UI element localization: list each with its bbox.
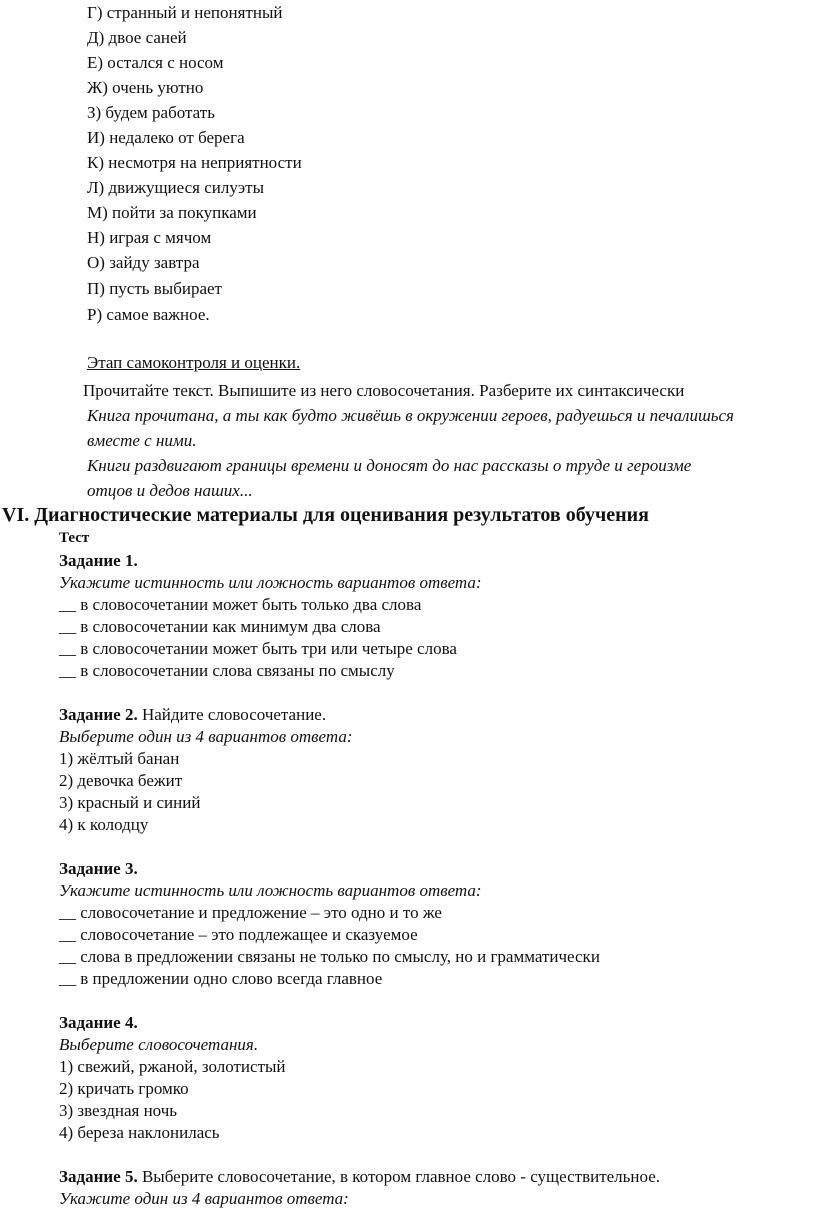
task-title: Задание 2. <box>59 705 138 724</box>
task-option: __ в словосочетании как минимум два слова <box>59 617 381 636</box>
self-control-title: Этап самоконтроля и оценки. <box>87 353 301 372</box>
list-item: Л) движущиеся силуэты <box>87 178 265 197</box>
task-option: 4) к колодцу <box>59 815 149 834</box>
list-item: К) несмотря на неприятности <box>87 153 302 172</box>
task-option: 1) жёлтый банан <box>59 749 180 768</box>
task-instruction: Укажите один из 4 вариантов ответа: <box>59 1189 349 1208</box>
list-item: Ж) очень уютно <box>87 78 204 97</box>
list-item: П) пусть выбирает <box>87 279 222 298</box>
task-option: __ в словосочетании слова связаны по смыслу <box>59 661 395 680</box>
task-option: 2) девочка бежит <box>59 771 183 790</box>
quote-line: Книга прочитана, а ты как будто живёшь в окружении героев, радуешься и печалишься <box>87 406 734 425</box>
task-instruction: Укажите истинность или ложность вариантов ответа: <box>59 573 482 592</box>
task-option: 2) кричать громко <box>59 1079 189 1098</box>
task-instruction: Выберите один из 4 вариантов ответа: <box>59 727 353 746</box>
test-label: Тест <box>59 530 90 546</box>
list-item: З) будем работать <box>87 103 215 122</box>
task-instruction: Выберите словосочетания. <box>59 1035 259 1054</box>
list-item: О) зайду завтра <box>87 253 200 272</box>
self-control-instruction: Прочитайте текст. Выпишите из него словосочетания. Разберите их синтаксически <box>83 381 685 400</box>
task-option: 1) свежий, ржаной, золотистый <box>59 1057 286 1076</box>
task-instruction: Укажите истинность или ложность вариантов ответа: <box>59 881 482 900</box>
quote-line: Книги раздвигают границы времени и доносят до нас рассказы о труде и героизме <box>87 456 692 475</box>
task-option: __ словосочетание – это подлежащее и сказуемое <box>59 925 418 944</box>
list-item: И) недалеко от берега <box>87 128 245 147</box>
task-text: Найдите словосочетание. <box>137 705 327 724</box>
quote-line: вместе с ними. <box>87 431 197 450</box>
task-option: 4) береза наклонилась <box>59 1123 220 1142</box>
list-item: Д) двое саней <box>87 28 187 47</box>
task-title: Задание 1. <box>59 551 138 570</box>
task-option: 3) красный и синий <box>59 793 201 812</box>
list-item: Н) играя с мячом <box>87 228 212 247</box>
task-option: __ в словосочетании может быть только два слова <box>59 595 422 614</box>
list-item: Е) остался с носом <box>87 53 224 72</box>
task-option: 3) звездная ночь <box>59 1101 178 1120</box>
task-title: Задание 5. <box>59 1167 138 1186</box>
task-option: __ словосочетание и предложение – это одно и то же <box>59 903 442 922</box>
task-option: __ в предложении одно слово всегда главное <box>59 969 383 988</box>
task-text: Выберите словосочетание, в котором главное слово - существительное. <box>137 1167 661 1186</box>
list-item: М) пойти за покупками <box>87 203 257 222</box>
list-item: Р) самое важное. <box>87 305 210 324</box>
list-item: Г) странный и непонятный <box>87 3 283 22</box>
task-option: __ слова в предложении связаны не только по смыслу, но и грамматически <box>59 947 600 966</box>
quote-line: отцов и дедов наших... <box>87 481 253 500</box>
task-option: __ в словосочетании может быть три или четыре слова <box>59 639 457 658</box>
section-heading: VI. Диагностические материалы для оценивания результатов обучения <box>2 504 649 526</box>
task-title: Задание 4. <box>59 1013 138 1032</box>
task-title: Задание 3. <box>59 859 138 878</box>
